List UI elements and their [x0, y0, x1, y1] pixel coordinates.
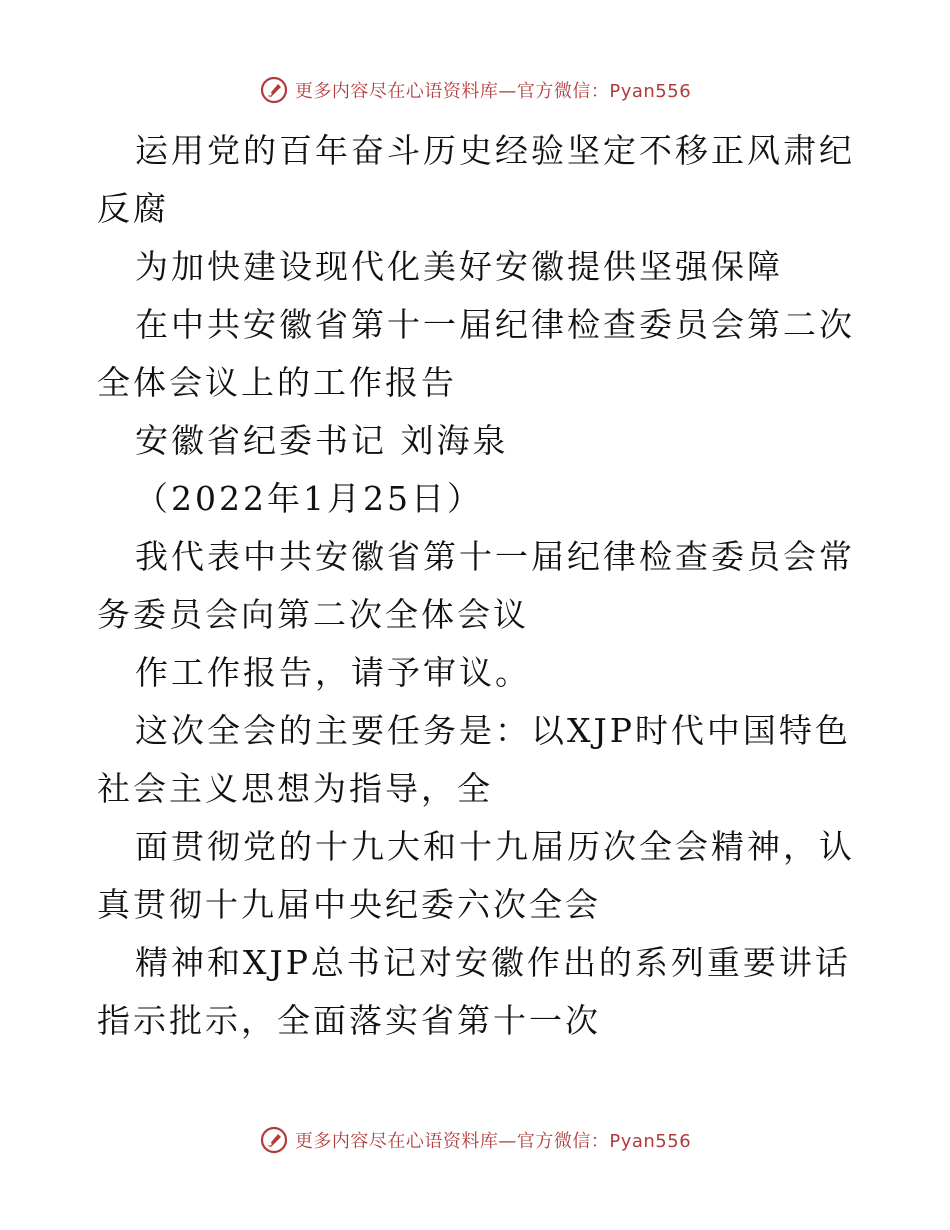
document-body — [97, 122, 857, 1050]
footer-watermark — [0, 1120, 950, 1160]
report-date: （2022年1月25日） — [135, 479, 483, 518]
header-watermark — [0, 70, 950, 110]
body-paragraph: 面贯彻党的十九大和十九届历次全会精神，认真贯彻十九届中央纪委六次全会 — [97, 827, 855, 924]
watermark-text: 更多内容尽在心语资料库—官方微信：Pyan556 — [294, 1131, 692, 1152]
body-paragraph: 作工作报告，请予审议。 — [135, 653, 531, 692]
pen-nib-logo-icon — [259, 75, 289, 105]
watermark-text: 更多内容尽在心语资料库—官方微信：Pyan556 — [294, 81, 692, 102]
report-title: 运用党的百年奋斗历史经验坚定不移正风肃纪反腐 — [97, 131, 855, 228]
report-author: 安徽省纪委书记 刘海泉 — [135, 421, 509, 460]
report-occasion: 在中共安徽省第十一届纪律检查委员会第二次全体会议上的工作报告 — [97, 305, 855, 402]
body-paragraph: 我代表中共安徽省第十一届纪律检查委员会常务委员会向第二次全体会议 — [97, 537, 855, 634]
pen-nib-logo-icon — [259, 1125, 289, 1155]
body-paragraph: 这次全会的主要任务是：以XJP时代中国特色社会主义思想为指导，全 — [97, 711, 851, 808]
report-subtitle: 为加快建设现代化美好安徽提供坚强保障 — [135, 247, 783, 286]
body-paragraph: 精神和XJP总书记对安徽作出的系列重要讲话指示批示，全面落实省第十一次 — [97, 943, 851, 1040]
